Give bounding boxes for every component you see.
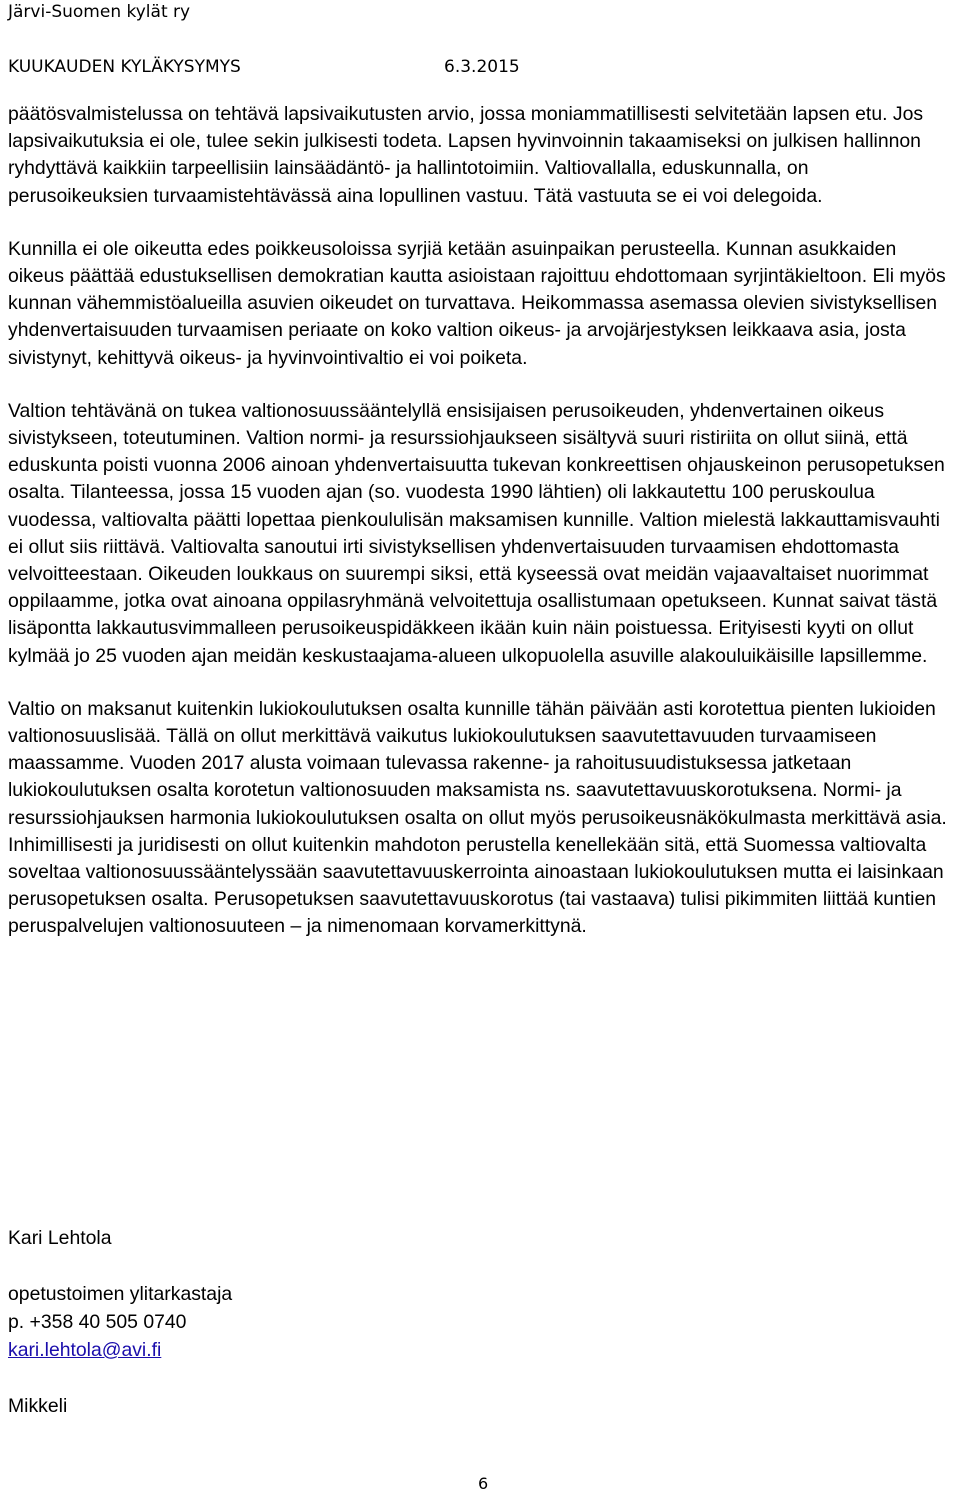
signature-block (8, 1224, 232, 1420)
document-title: KUUKAUDEN KYLÄKYSYMYS (8, 57, 241, 77)
signer-position: opetustoimen ylitarkastaja (8, 1283, 233, 1305)
page-number: 6 (478, 1474, 489, 1493)
organization-name: Järvi-Suomen kylät ry (8, 2, 191, 22)
email-link[interactable]: kari.lehtola@avi.fi (8, 1339, 162, 1361)
paragraph: Valtion tehtävänä on tukea valtionosuussääntelyllä ensisijaisen perusoikeuden, yhdenvertainen oikeus sivistykseen, toteutuminen. Valtion normi- ja resurssiohjaukseen sisältyvä suuri ristiriita on ollut siinä, että eduskunta poisti vuonna 2006 ainoan yhdenvertaisuutta tukevan konkreettisen ohjauskeinon perusopetuksen osalta. Tilanteessa, jossa 15 vuoden ajan (so. vuodesta 1990 lähtien) oli lakkautettu 100 peruskoulua vuodessa, valtiovalta päätti lopettaa pienkoululisän maksamisen kunnille. Valtion mielestä lakkauttamisvauhti ei ollut siis riittävä. Valtiovalta sanoutui irti sivistyksellisen yhdenvertaisuuden turvaamisen ehdottomasta velvoitteestaan. Oikeuden loukkaus on suurempi siksi, että kyseessä ovat meidän vajaavaltaiset nuorimmat oppilaamme, jotka ovat ainoana oppilasryhmänä velvoitettuja osallistumaan opetukseen. Kunnat saivat tästä lisäpontta lakkautusvimmalleen perusoikeuspidäkkeen ikään kuin näin poistuessa. Erityisesti kyyti on ollut kylmää jo 25 vuoden ajan meidän keskustaajama-alueen ulkopuolella asuville alakouluikäisille lapsillemme. (8, 399, 945, 667)
document-header (8, 56, 520, 78)
paragraph: Valtio on maksanut kuitenkin lukiokoulutuksen osalta kunnille tähän päivään asti korotettua pienten lukioiden valtionosuuslisää. Tällä on ollut merkittävä vaikutus lukiokoulutuksen saavutettavuuden turvaamiseen maassamme. Vuoden 2017 alusta voimaan tulevassa rakenne- ja rahoitusuudistuksessa jatketaan lukiokoulutuksen osalta korotetun valtionosuuden maksamista ns. saavutettavuuskorotuksena. Normi- ja resurssiohjauksen harmonia lukiokoulutuksen osalta on ollut myös perusoikeusnäkökulmasta merkittävä asia. Inhimillisesti ja juridisesti on ollut kuitenkin mahdoton perustella kenellekään sitä, että Suomessa valtiovalta soveltaa valtionosuussääntelyssään saavutettavuuskerrointa ainoastaan lukiokoulutuksen mutta ei laisinkaan perusopetuksen osalta. Perusopetuksen saavutettavuuskorotus (tai vastaava) tulisi pikimmiten liittää kuntien peruspalvelujen valtionosuuteen – ja nimenomaan korvamerkittynä. (8, 697, 947, 938)
document-date: 6.3.2015 (444, 57, 520, 77)
document-body (8, 101, 953, 967)
signer-phone: p. +358 40 505 0740 (8, 1311, 187, 1333)
signer-name: Kari Lehtola (8, 1227, 112, 1249)
signer-city: Mikkeli (8, 1395, 68, 1417)
paragraph: Kunnilla ei ole oikeutta edes poikkeusoloissa syrjiä ketään asuinpaikan perusteella. Kunnan asukkaiden oikeus päättää edustuksellisen demokratian kautta asioistaan rajoittuu ehdottomaan syrjintäkieltoon. Eli myös kunnan vähemmistöalueilla asuvien oikeudet on turvattava. Heikommassa asemassa olevien sivistyksellisen yhdenvertaisuuden turvaamisen periaate on koko valtion oikeus- ja arvojärjestyksen leikkaava asia, josta sivistynyt, kehittyvä oikeus- ja hyvinvointivaltio ei voi poiketa. (8, 237, 946, 369)
paragraph: päätösvalmistelussa on tehtävä lapsivaikutusten arvio, jossa moniammatillisesti selvitetään lapsen etu. Jos lapsivaikutuksia ei ole, tulee sekin julkisesti todeta. Lapsen hyvinvoinnin takaamiseksi on julkisen hallinnon ryhdyttävä kaikkiin tarpeellisiin lainsäädäntö- ja hallintotoimiin. Valtiovallalla, eduskunnalla, on perusoikeuksien turvaamistehtävässä aina lopullinen vastuu. Tätä vastuuta se ei voi delegoida. (8, 103, 924, 207)
